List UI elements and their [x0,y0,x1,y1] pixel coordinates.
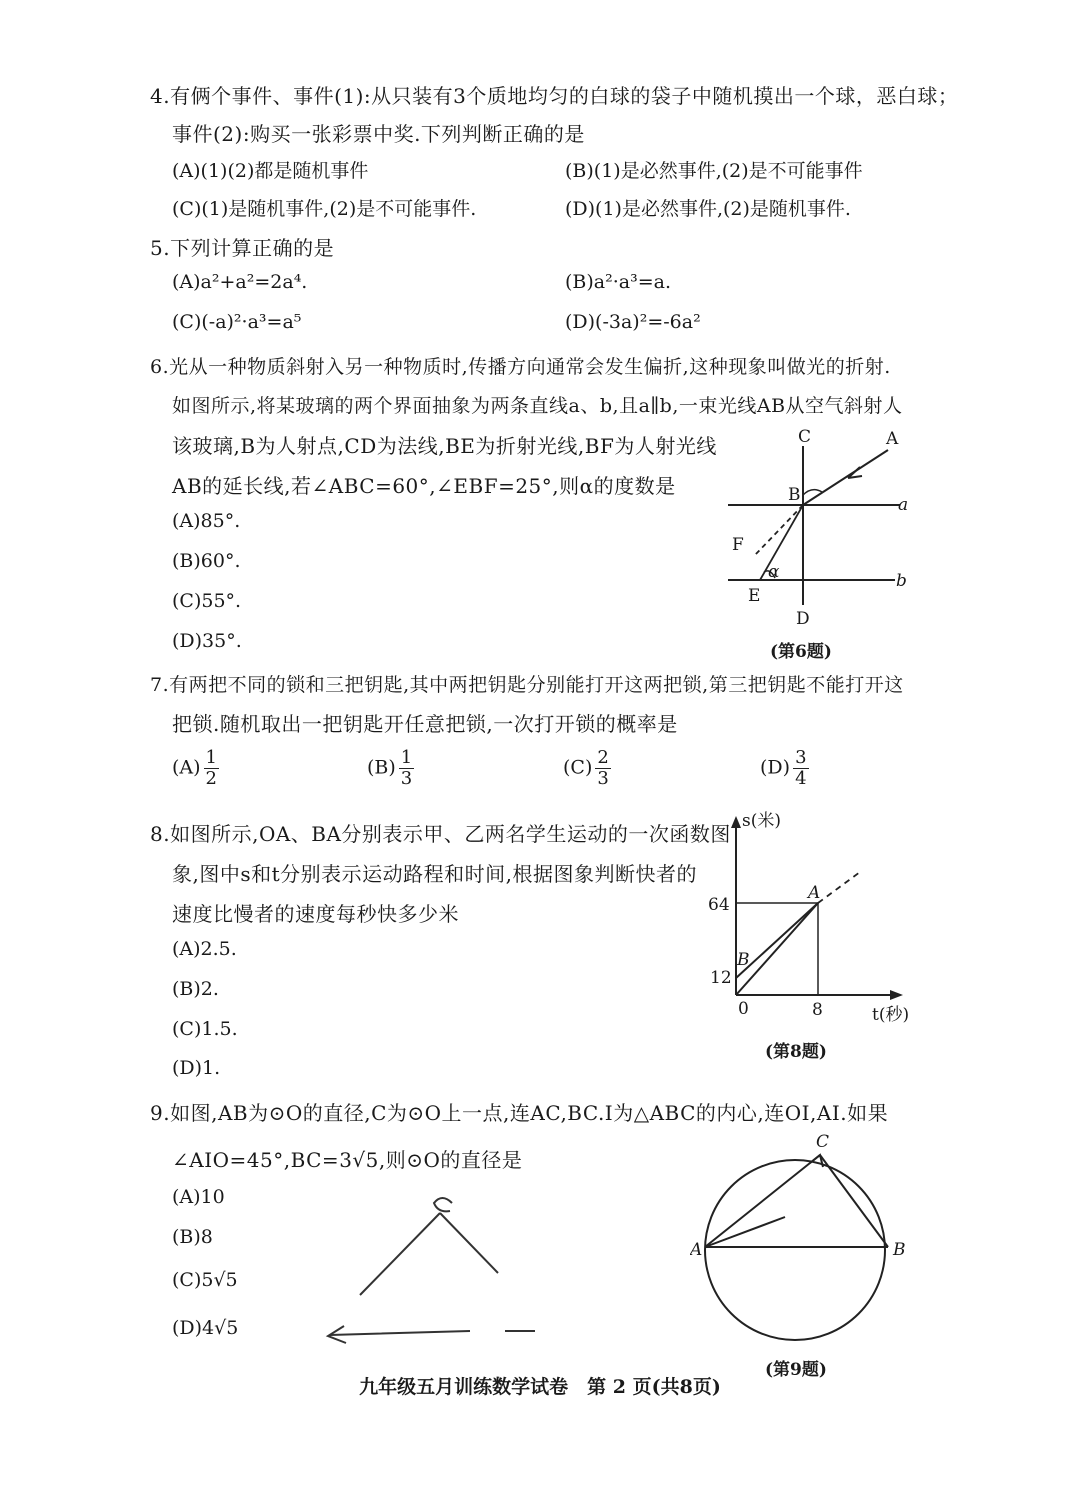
q7-b-numerator: 1 [400,747,413,768]
q8-line1: 8.如图所示,OA、BA分别表示甲、乙两名学生运动的一次函数图 [150,822,731,846]
line-oa [736,903,818,995]
q7-option-b-label: (B) [367,756,396,779]
scratch-stroke-right [440,1213,498,1273]
chord-ac [705,1155,820,1247]
q7-option-c-label: (C) [563,756,593,779]
line-a-extension [818,872,860,903]
label-a: A [690,1240,703,1260]
q9-option-c: (C)5√5 [172,1269,238,1291]
q9-option-d: (D)4√5 [172,1317,239,1339]
label-8: 8 [812,1000,823,1020]
q7-line1: 7.有两把不同的锁和三把钥匙,其中两把钥匙分别能打开这两把锁,第三把钥匙不能打开这 [150,674,904,696]
circle-o [705,1160,885,1340]
q7-option-d-label: (D) [760,756,791,779]
q7-option-a [172,748,219,789]
q8-line2: 象,图中s和t分别表示运动路程和时间,根据图象判断快者的 [172,862,698,886]
label-12: 12 [710,968,732,988]
label-t-axis: t(秒) [872,1005,910,1025]
q7-d-denominator: 4 [795,767,807,789]
q4-option-c: (C)(1)是随机事件,(2)是不可能事件. [172,198,477,220]
q4-line1: 4.有俩个事件、事件(1):从只装有3个质地均匀的白球的袋子中随机摸出一个球，恶白球； [150,84,959,108]
q4-line2: 事件(2):购买一张彩票中奖.下列判断正确的是 [172,122,585,146]
q8-line3: 速度比慢者的速度每秒快多少米 [172,902,459,926]
q5-option-a: (A)a²+a²=2a⁴. [172,271,308,293]
q7-option-a-label: (A) [172,756,201,779]
page-footer: 九年级五月训练数学试卷 第 2 页(共8页) [359,1376,721,1398]
label-s-axis: s(米) [742,811,781,831]
scratch-c-mark [434,1198,452,1211]
q6-line1: 6.光从一种物质斜射入另一种物质时,传播方向通常会发生偏折,这种现象叫做光的折射. [150,356,891,378]
q7-a-denominator: 2 [205,767,217,789]
q4-option-a: (A)(1)(2)都是随机事件 [172,160,369,182]
chord-bc [820,1155,888,1247]
q7-c-numerator: 2 [597,747,609,768]
q4-option-d: (D)(1)是必然事件,(2)是随机事件. [565,198,851,220]
q6-line2: 如图所示,将某玻璃的两个界面抽象为两条直线a、b,且a∥b,一束光线AB从空气斜射人 [172,395,903,417]
q7-option-d-fraction [793,748,808,789]
q9-line2: ∠AIO=45°,BC=3√5,则⊙O的直径是 [172,1148,523,1172]
q7-line2: 把锁.随机取出一把钥匙开任意把锁,一次打开锁的概率是 [172,712,678,736]
q7-option-c [563,748,611,789]
scratch-baseline [330,1331,535,1335]
q6-caption: (第6题) [770,642,832,662]
q9-option-a: (A)10 [172,1186,225,1208]
q8-option-d: (D)1. [172,1057,221,1079]
label-b-point: B [788,485,801,505]
label-c: C [816,1132,830,1152]
label-a: A [886,429,899,449]
q9-figure [690,1125,920,1350]
label-e: E [748,586,761,606]
q7-option-b-fraction [399,748,414,789]
q7-d-numerator: 3 [795,747,807,768]
incident-ray-ab [803,450,888,505]
q5-option-c: (C)(-a)²·a³=a⁵ [172,311,302,333]
q6-line3: 该玻璃,B为人射点,CD为法线,BE为折射光线,BF为人射光线 [172,434,717,458]
label-64: 64 [708,895,730,915]
q6-option-c: (C)55°. [172,590,242,612]
label-point-a: A [808,883,821,903]
q8-option-c: (C)1.5. [172,1018,238,1040]
label-line-a: a [898,495,909,515]
arrow-at-c-icon [810,1155,823,1167]
label-f: F [732,535,744,555]
q7-option-d [760,748,809,789]
label-origin: 0 [738,999,749,1019]
refracted-ray-be [760,505,803,580]
label-b: B [893,1240,906,1260]
x-axis-arrow-icon [890,990,903,1000]
q6-line4: AB的延长线,若∠ABC=60°,∠EBF=25°,则α的度数是 [172,474,676,498]
q7-option-a-fraction [204,748,219,789]
q8-option-b: (B)2. [172,978,219,1000]
label-c: C [798,427,812,447]
label-alpha: α [768,562,780,582]
q9-line1: 9.如图,AB为⊙O的直径,C为⊙O上一点,连AC,BC.I为△ABC的内心,连OI,AI.如果 [150,1101,889,1125]
q6-option-b: (B)60°. [172,550,241,572]
q8-caption: (第8题) [765,1042,827,1062]
label-d: D [796,609,810,629]
scratch-stroke-left [360,1213,440,1295]
q8-option-a: (A)2.5. [172,938,237,960]
q8-figure [700,810,920,1035]
q7-option-c-fraction [595,748,610,789]
q7-option-b [367,748,414,789]
q5-line1: 5.下列计算正确的是 [150,236,335,260]
q7-a-numerator: 1 [205,747,217,768]
q9-caption: (第9题) [765,1360,827,1380]
y-axis-arrow-icon [731,816,741,828]
q9-option-b: (B)8 [172,1226,213,1248]
q5-option-d: (D)(-3a)²=-6a² [565,311,701,333]
q6-figure [720,420,920,630]
segment-ai [705,1217,785,1247]
q6-option-d: (D)35°. [172,630,242,652]
q4-option-b: (B)(1)是必然事件,(2)是不可能事件 [565,160,863,182]
q5-option-b: (B)a²·a³=a. [565,271,672,293]
q7-b-denominator: 3 [400,767,413,789]
q9-scratch-sketch [320,1185,550,1355]
label-point-b: B [737,950,750,970]
q6-option-a: (A)85°. [172,510,241,532]
label-line-b: b [896,571,907,591]
q7-c-denominator: 3 [597,767,609,789]
